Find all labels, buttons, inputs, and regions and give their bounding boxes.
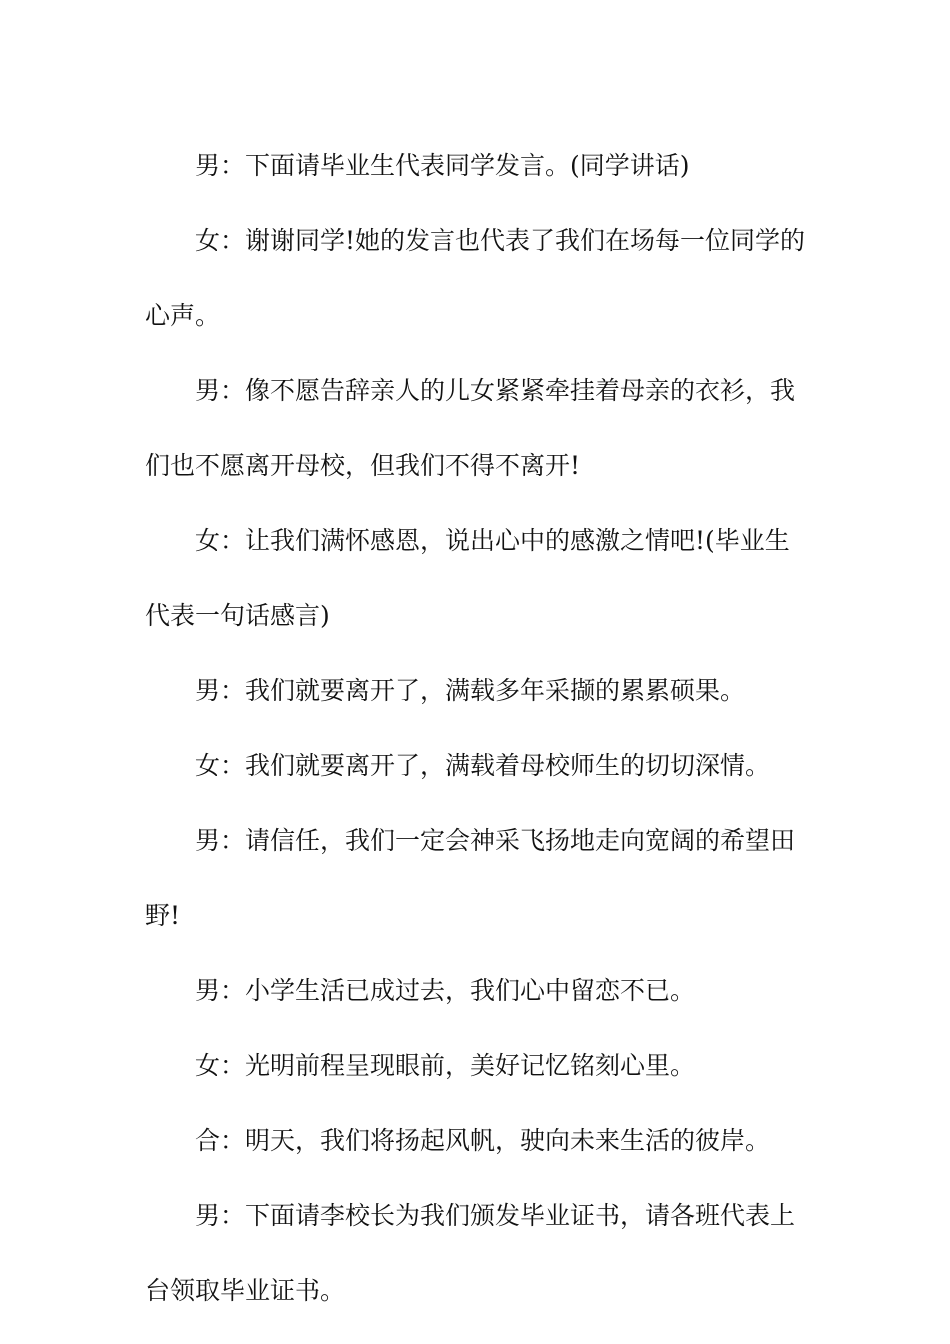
paragraph: 男：下面请李校长为我们颁发毕业证书，请各班代表上台领取毕业证书。 bbox=[145, 1201, 796, 1305]
paragraph: 女：谢谢同学!她的发言也代表了我们在场每一位同学的心声。 bbox=[145, 226, 806, 330]
paragraph: 女：光明前程呈现眼前，美好记忆铭刻心里。 bbox=[195, 1051, 696, 1080]
paragraph: 合：明天，我们将扬起风帆，驶向未来生活的彼岸。 bbox=[195, 1126, 771, 1155]
paragraph: 男：下面请毕业生代表同学发言。(同学讲话) bbox=[195, 151, 690, 180]
paragraph: 男：我们就要离开了，满载多年采撷的累累硕果。 bbox=[195, 676, 746, 705]
paragraph: 男：小学生活已成过去，我们心中留恋不已。 bbox=[195, 976, 696, 1005]
paragraph: 女：我们就要离开了，满载着母校师生的切切深情。 bbox=[195, 751, 771, 780]
paragraph: 女：让我们满怀感恩，说出心中的感激之情吧!(毕业生代表一句话感言) bbox=[145, 526, 790, 630]
paragraph: 男：像不愿告辞亲人的儿女紧紧牵挂着母亲的衣衫，我们也不愿离开母校，但我们不得不离开! bbox=[145, 376, 796, 480]
document-body bbox=[145, 128, 810, 1328]
paragraph: 男：请信任，我们一定会神采飞扬地走向宽阔的希望田野! bbox=[145, 826, 796, 930]
